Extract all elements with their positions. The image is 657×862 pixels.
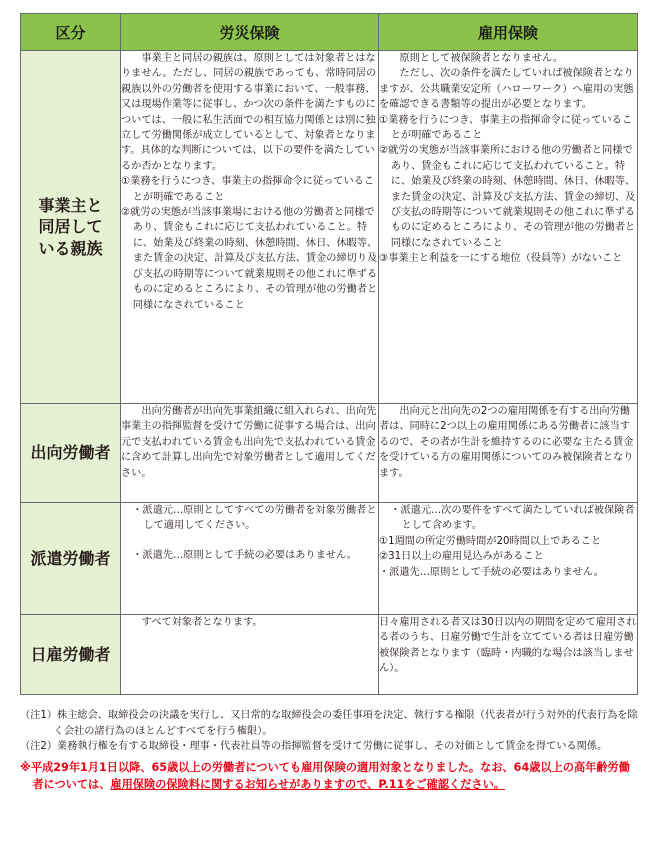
haken-rosai-item1: ・派遣元…原則としてすべての労働者を対象労働者として適用してください。 bbox=[132, 505, 377, 532]
label-haken: 派遣労働者 bbox=[21, 503, 121, 615]
hiyatoi-koyo-text: 日々雇用される者又は30日以内の期間を定めて雇用される者のうち、日雇労働で生計を立てている者は日雇労働被保険者となります（臨時・内職的な場合は該当しません）。 bbox=[379, 617, 637, 675]
hiyatoi-rosai-text: すべて対象者となります。 bbox=[141, 617, 263, 628]
haken-rosai-item2: ・派遣先…原則として手続の必要はありません。 bbox=[132, 549, 357, 561]
family-koyo-text2: ただし、次の条件を満たしていれば被保険者となりますが、公共職業安定所（ハローワーク）へ雇用の実態を確認できる書類等の提出が必要となります。 bbox=[379, 68, 634, 111]
label-family bbox=[21, 51, 121, 404]
row-shukko bbox=[21, 404, 638, 503]
warning-notice bbox=[20, 760, 640, 793]
coverage-table bbox=[20, 13, 638, 695]
haken-koyo-cell bbox=[379, 503, 638, 615]
warning-text: ※平成29年1月1日以降、65歳以上の労働者についても雇用保険の適用対象となりました。なお、64歳以上の高年齢労働者については、 bbox=[20, 761, 630, 791]
hiyatoi-rosai-cell bbox=[121, 615, 379, 695]
header-category: 区分 bbox=[21, 14, 121, 51]
label-family-line3: いる親族 bbox=[38, 238, 103, 258]
label-shukko: 出向労働者 bbox=[21, 404, 121, 503]
family-koyo-item2: ②就労の実態が当該事業所における他の労働者と同様であり、賃金もこれに応じて支払われていること。特に、始業及び終業の時刻、休憩時間、休日、休暇等、また賃金の決定、計算及び支払方法、賃金の締切、及び支払の時期等について就業規則その他これに準ずるものに定めるところにより、その管理が他の労働者と同様になされていること bbox=[379, 145, 636, 249]
haken-koyo-item2: ①1週間の所定労働時間が20時間以上であること bbox=[379, 535, 602, 547]
family-koyo-text1: 原則として被保険者となりません。 bbox=[399, 53, 564, 64]
label-hiyatoi: 日雇労働者 bbox=[21, 615, 121, 695]
family-koyo-item3: ③事業主と利益を一にする地位（役員等）がないこと bbox=[379, 253, 623, 265]
footnotes bbox=[20, 708, 640, 755]
shukko-koyo-cell bbox=[379, 404, 638, 503]
label-family-line1: 事業主と bbox=[38, 195, 103, 215]
footnote-1: （注1）株主総会、取締役会の決議を実行し、又日常的な取締役会の委任事項を決定、執行する権限（代表者が行う対外的代表行為を除く会社の諸行為のほとんどすべてを行う権限）。 bbox=[20, 710, 638, 737]
footnote-2: （注2）業務執行権を有する取締役・理事・代表社員等の指揮監督を受けて労働に従事し、その対価として賃金を得ている関係。 bbox=[20, 741, 608, 753]
row-hiyatoi bbox=[21, 615, 638, 695]
haken-rosai-cell bbox=[121, 503, 379, 615]
header-row bbox=[21, 14, 638, 51]
label-family-line2: 同居して bbox=[38, 217, 103, 237]
warning-paragraph bbox=[20, 760, 640, 793]
row-family bbox=[21, 51, 638, 404]
family-rosai-text: 事業主と同居の親族は、原則としては対象者とはなりません。ただし、同居の親族であっても、常時同居の親族以外の労働者を使用する事業において、一般事務、又は現場作業等に従事し、かつ次の条件を満たすものについては、一般に私生活面での相互協力関係とは別に独立して労働関係が成立しているとして、対象者となります。具体的な判断については、以下の要件を満たしているか否かとなります。 bbox=[121, 53, 377, 172]
warning-link-text: 雇用保険の保険料に関するお知らせがありますので、P.11をご確認ください。 bbox=[110, 777, 505, 791]
shukko-koyo-text: 出向元と出向先の2つの雇用関係を有する出向労働者は、同時に2つ以上の雇用関係にある労働者に該当するので、その者が生計を維持するのに必要な主たる賃金を受けている方の雇用関係についてのみ被保険者となります。 bbox=[379, 406, 634, 479]
row-haken bbox=[21, 503, 638, 615]
shukko-rosai-cell bbox=[121, 404, 379, 503]
haken-koyo-item1: ・派遣元…次の要件をすべて満たしていれば被保険者として含めます。 bbox=[390, 505, 635, 532]
hiyatoi-koyo-cell bbox=[379, 615, 638, 695]
haken-koyo-item3: ②31日以上の雇用見込みがあること bbox=[379, 551, 544, 563]
shukko-rosai-text: 出向労働者が出向先事業組織に組入れられ、出向先事業主の指揮監督を受けて労働に従事する場合は、出向元で支払われている賃金も出向先で支払われている賃金に含めて計算し出向先で対象労働者として適用してください。 bbox=[121, 406, 377, 479]
haken-koyo-item4: ・派遣先…原則として手続の必要はありません。 bbox=[379, 566, 604, 578]
family-rosai-item2: ②就労の実態が当該事業場における他の労働者と同様であり、賃金もこれに応じて支払われていること。特に、始業及び終業の時刻、休憩時間、休日、休暇等、また賃金の決定、計算及び支払方法、賃金の締切り及び支払の時期等について就業規則その他これに準ずるものに定めるところにより、その管理が他の労働者と同様になされていること bbox=[121, 207, 378, 311]
family-koyo-cell bbox=[379, 51, 638, 404]
family-koyo-item1: ①業務を行うにつき、事業主の指揮命令に従っていることが明確であること bbox=[379, 114, 633, 142]
family-rosai-cell bbox=[121, 51, 379, 404]
header-koyo: 雇用保険 bbox=[379, 14, 638, 51]
header-rosai: 労災保険 bbox=[121, 14, 379, 51]
family-rosai-item1: ①業務を行うにつき、事業主の指揮命令に従っていることが明確であること bbox=[121, 176, 375, 203]
